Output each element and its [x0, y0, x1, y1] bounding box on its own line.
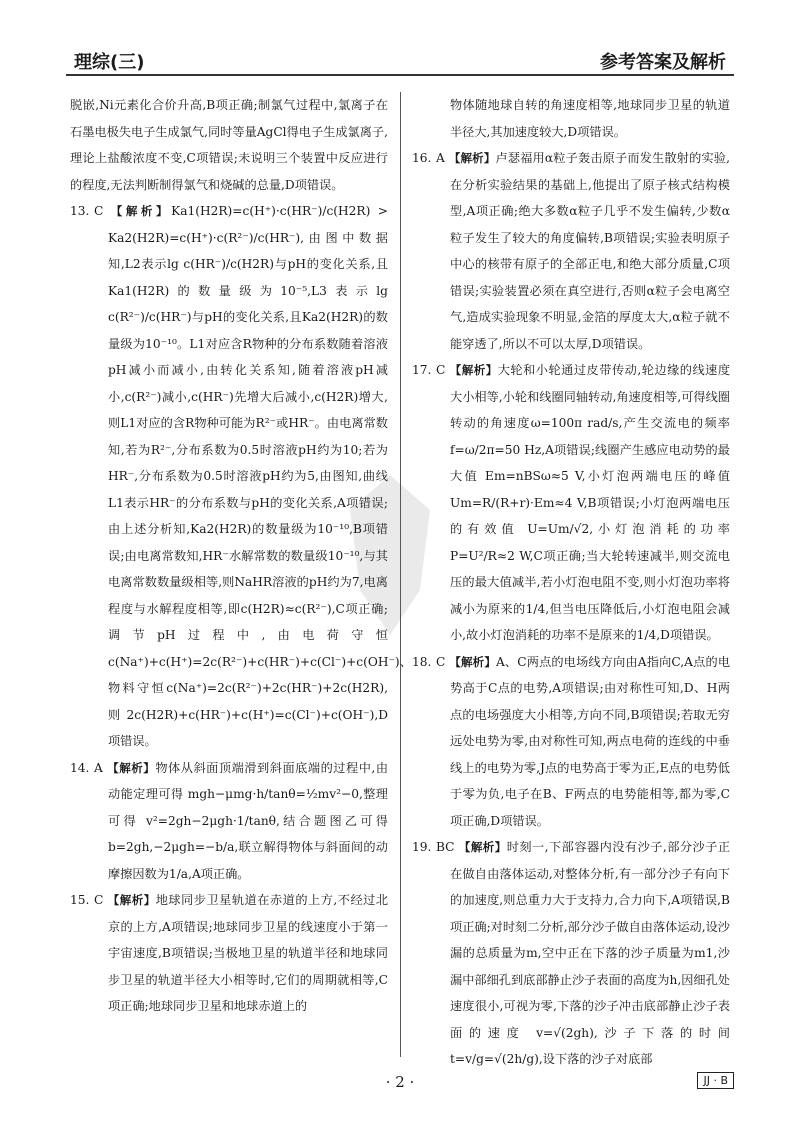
q16-text: 卢瑟福用α粒子轰击原子而发生散射的实验,在分析实验结果的基础上,他提出了原子核式结构模型,A项正确;绝大多数α粒子几乎不发生偏转,少数α粒子发生了较大的角度偏转,B项错误;实验表明原子中心的核带有原子的全部正电,和绝大部分质量,C项错误;实验装置必须在真空进行,否则α粒子会电离空气,造成实验现象不明显,金箔的厚度太大,α粒子就不能穿透了,所以不可以太厚,D项错误。 [450, 151, 731, 351]
q16-answer: A [436, 151, 445, 165]
right-column [412, 92, 730, 1073]
q12-continuation: 脱嵌,Ni元素化合价升高,B项正确;制氯气过程中,氯离子在石墨电极失电子生成氯气,同时等量AgCl得电子生成氯离子,理论上盐酸浓度不变,C项错误;未说明三个装置中反应进行的程度,无法判断制得氯气和烧碱的总量,D项错误。 [70, 98, 388, 192]
q13-number: 13. [70, 204, 90, 218]
q15-tag: 【解析】 [107, 893, 156, 907]
q15-continuation: 物体随地球自转的角速度相等,地球同步卫星的轨道半径大,其加速度较大,D项错误。 [450, 98, 730, 139]
q16-number: 16. [412, 151, 432, 165]
question-13 [70, 198, 412, 755]
q16-tag: 【解析】 [448, 151, 496, 165]
edition-code: JJ · B [697, 1072, 734, 1089]
q17-tag: 【解析】 [449, 363, 498, 377]
q17-number: 17. [412, 363, 432, 377]
q17-answer: C [436, 363, 446, 377]
q17-text: 大轮和小轮通过皮带传动,轮边缘的线速度大小相等,小轮和线圈同轴转动,角速度相等,可得线圈转动的角速度ω=100π rad/s,产生交流电的频率 f=ω/2π=50 Hz,A项错误;线圈产生感应电动势的最大值 Em=nBSω≈5 V,小灯泡两端电压的峰值 Um=R/(R+r)·Em≈4 V,B项错误;小灯泡两端电压的有效值 U=Um/√2,小灯泡消耗的功率 P=U²/R≈2 W,C项正确;当大轮转速减半,则交流电压的最大值减半,若小灯泡电阻不变,则小灯泡功率将减小为原来的1/4,但当电压降低后,小灯泡电阻会减小,故小灯泡消耗的功率不是原来的1/4,D项错误。 [450, 363, 731, 642]
q18-number: 18. [412, 654, 432, 669]
q18-text: A、C两点的电场线方向由A指向C,A点的电势高于C点的电势,A项错误;由对称性可知,D、H两点的电场强度大小相等,方向不同,B项错误;若取无穷远处电势为零,由对称性可知,两点电荷的连线的中垂线上的电势为零,J点的电势高于零为正,E点的电势低于零为负,电子在B、F两点的电势能相等,都为零,C项正确,D项错误。 [450, 654, 731, 828]
question-16 [412, 145, 730, 357]
q15-number: 15. [70, 893, 90, 907]
q14-number: 14. [70, 760, 90, 775]
q13-answer: C [94, 204, 104, 218]
q14-answer: A [94, 760, 103, 775]
question-15 [70, 887, 388, 1020]
column-divider [400, 92, 401, 1057]
header-subject: 理综(三) [74, 52, 145, 73]
header-title: 参考答案及解析 [600, 52, 726, 73]
q19-answer: BC [436, 840, 455, 854]
q15-text: 地球同步卫星轨道在赤道的上方,不经过北京的上方,A项错误;地球同步卫星的线速度小于第一宇宙速度,B项错误;当极地卫星的轨道半径和地球同步卫星的轨道半径大小相等时,它们的周期就相等,C项正确;地球同步卫星和地球赤道上的 [108, 893, 389, 1013]
q15-answer: C [94, 893, 104, 907]
q13-text: Ka1(H2R)=c(H⁺)·c(HR⁻)/c(H2R) > Ka2(H2R)=c(H⁺)·c(R²⁻)/c(HR⁻),由图中数据知,L2表示lg c(HR⁻)/c(H2R)与pH的变化关系,且Ka1(H2R)的数量级为10⁻⁵,L3表示lg c(R²⁻)/c(HR⁻)与pH的变化关系,且Ka2(H2R)的数量级为10⁻¹⁰。L1对应含R物种的分布系数随着溶液pH减小而减小,由转化关系知,随着溶液pH减小,c(R²⁻)减小,c(HR⁻)先增大后减小,c(H2R)增大,则L1对应的含R物种可能为R²⁻或HR⁻。由电离常数知,若为R²⁻,分布系数为0.5时溶液pH约为10;若为HR⁻,分布系数为0.5时溶液pH约为5,由图知,曲线L1表示HR⁻的分布系数与pH的变化关系,A项错误;由上述分析知,Ka2(H2R)的数量级为10⁻¹⁰,B项错误;由电离常数知,HR⁻水解常数的数量级10⁻¹⁰,与其电离常数数量级相等,则NaHR溶液的pH约为7,电离程度与水解程度相等,即c(H2R)≈c(R²⁻),C项正确;调节pH过程中,由电荷守恒c(Na⁺)+c(H⁺)=2c(R²⁻)+c(HR⁻)+c(Cl⁻)+c(OH⁻)、物料守恒c(Na⁺)=2c(R²⁻)+2c(HR⁻)+2c(H2R),则2c(H2R)+c(HR⁻)+c(H⁺)=c(Cl⁻)+c(OH⁻),D项错误。 [108, 204, 412, 748]
q18-answer: C [436, 654, 446, 669]
page-header [66, 40, 734, 76]
q14-tag: 【解析】 [107, 760, 156, 775]
question-19 [412, 834, 730, 1073]
q19-text: 时刻一,下部容器内没有沙子,部分沙子正在做自由落体运动,对整体分析,有一部分沙子有向下的加速度,则总重力大于支持力,合力向下,A项错误,B项正确;对时刻二分析,部分沙子做自由落体运动,设沙漏的总质量为m,空中正在下落的沙子质量为m1,沙漏中部细孔到底部静止沙子表面的高度为h,因细孔处速度很小,可视为零,下落的沙子冲击底部静止沙子表面的速度 v=√(2gh),沙子下落的时间 t=v/g=√(2h/g),设下落的沙子对底部 [450, 840, 731, 1066]
question-18 [412, 649, 730, 835]
question-17 [412, 357, 730, 649]
q14-text: 物体从斜面顶端滑到斜面底端的过程中,由动能定理可得 mgh−μmg·h/tanθ=½mv²−0,整理可得 v²=2gh−2μgh·1/tanθ,结合题图乙可得 b=2gh,−2μgh=−b/a,联立解得物体与斜面间的动摩擦因数为1/a,A项正确。 [108, 760, 389, 881]
question-14 [70, 755, 388, 888]
left-column [70, 92, 412, 1020]
q19-tag: 【解析】 [458, 840, 507, 854]
q19-number: 19. [412, 840, 432, 854]
q18-tag: 【解析】 [449, 654, 496, 669]
page-number: · 2 · [385, 1073, 415, 1091]
q13-tag: 【解析】 [110, 204, 172, 218]
